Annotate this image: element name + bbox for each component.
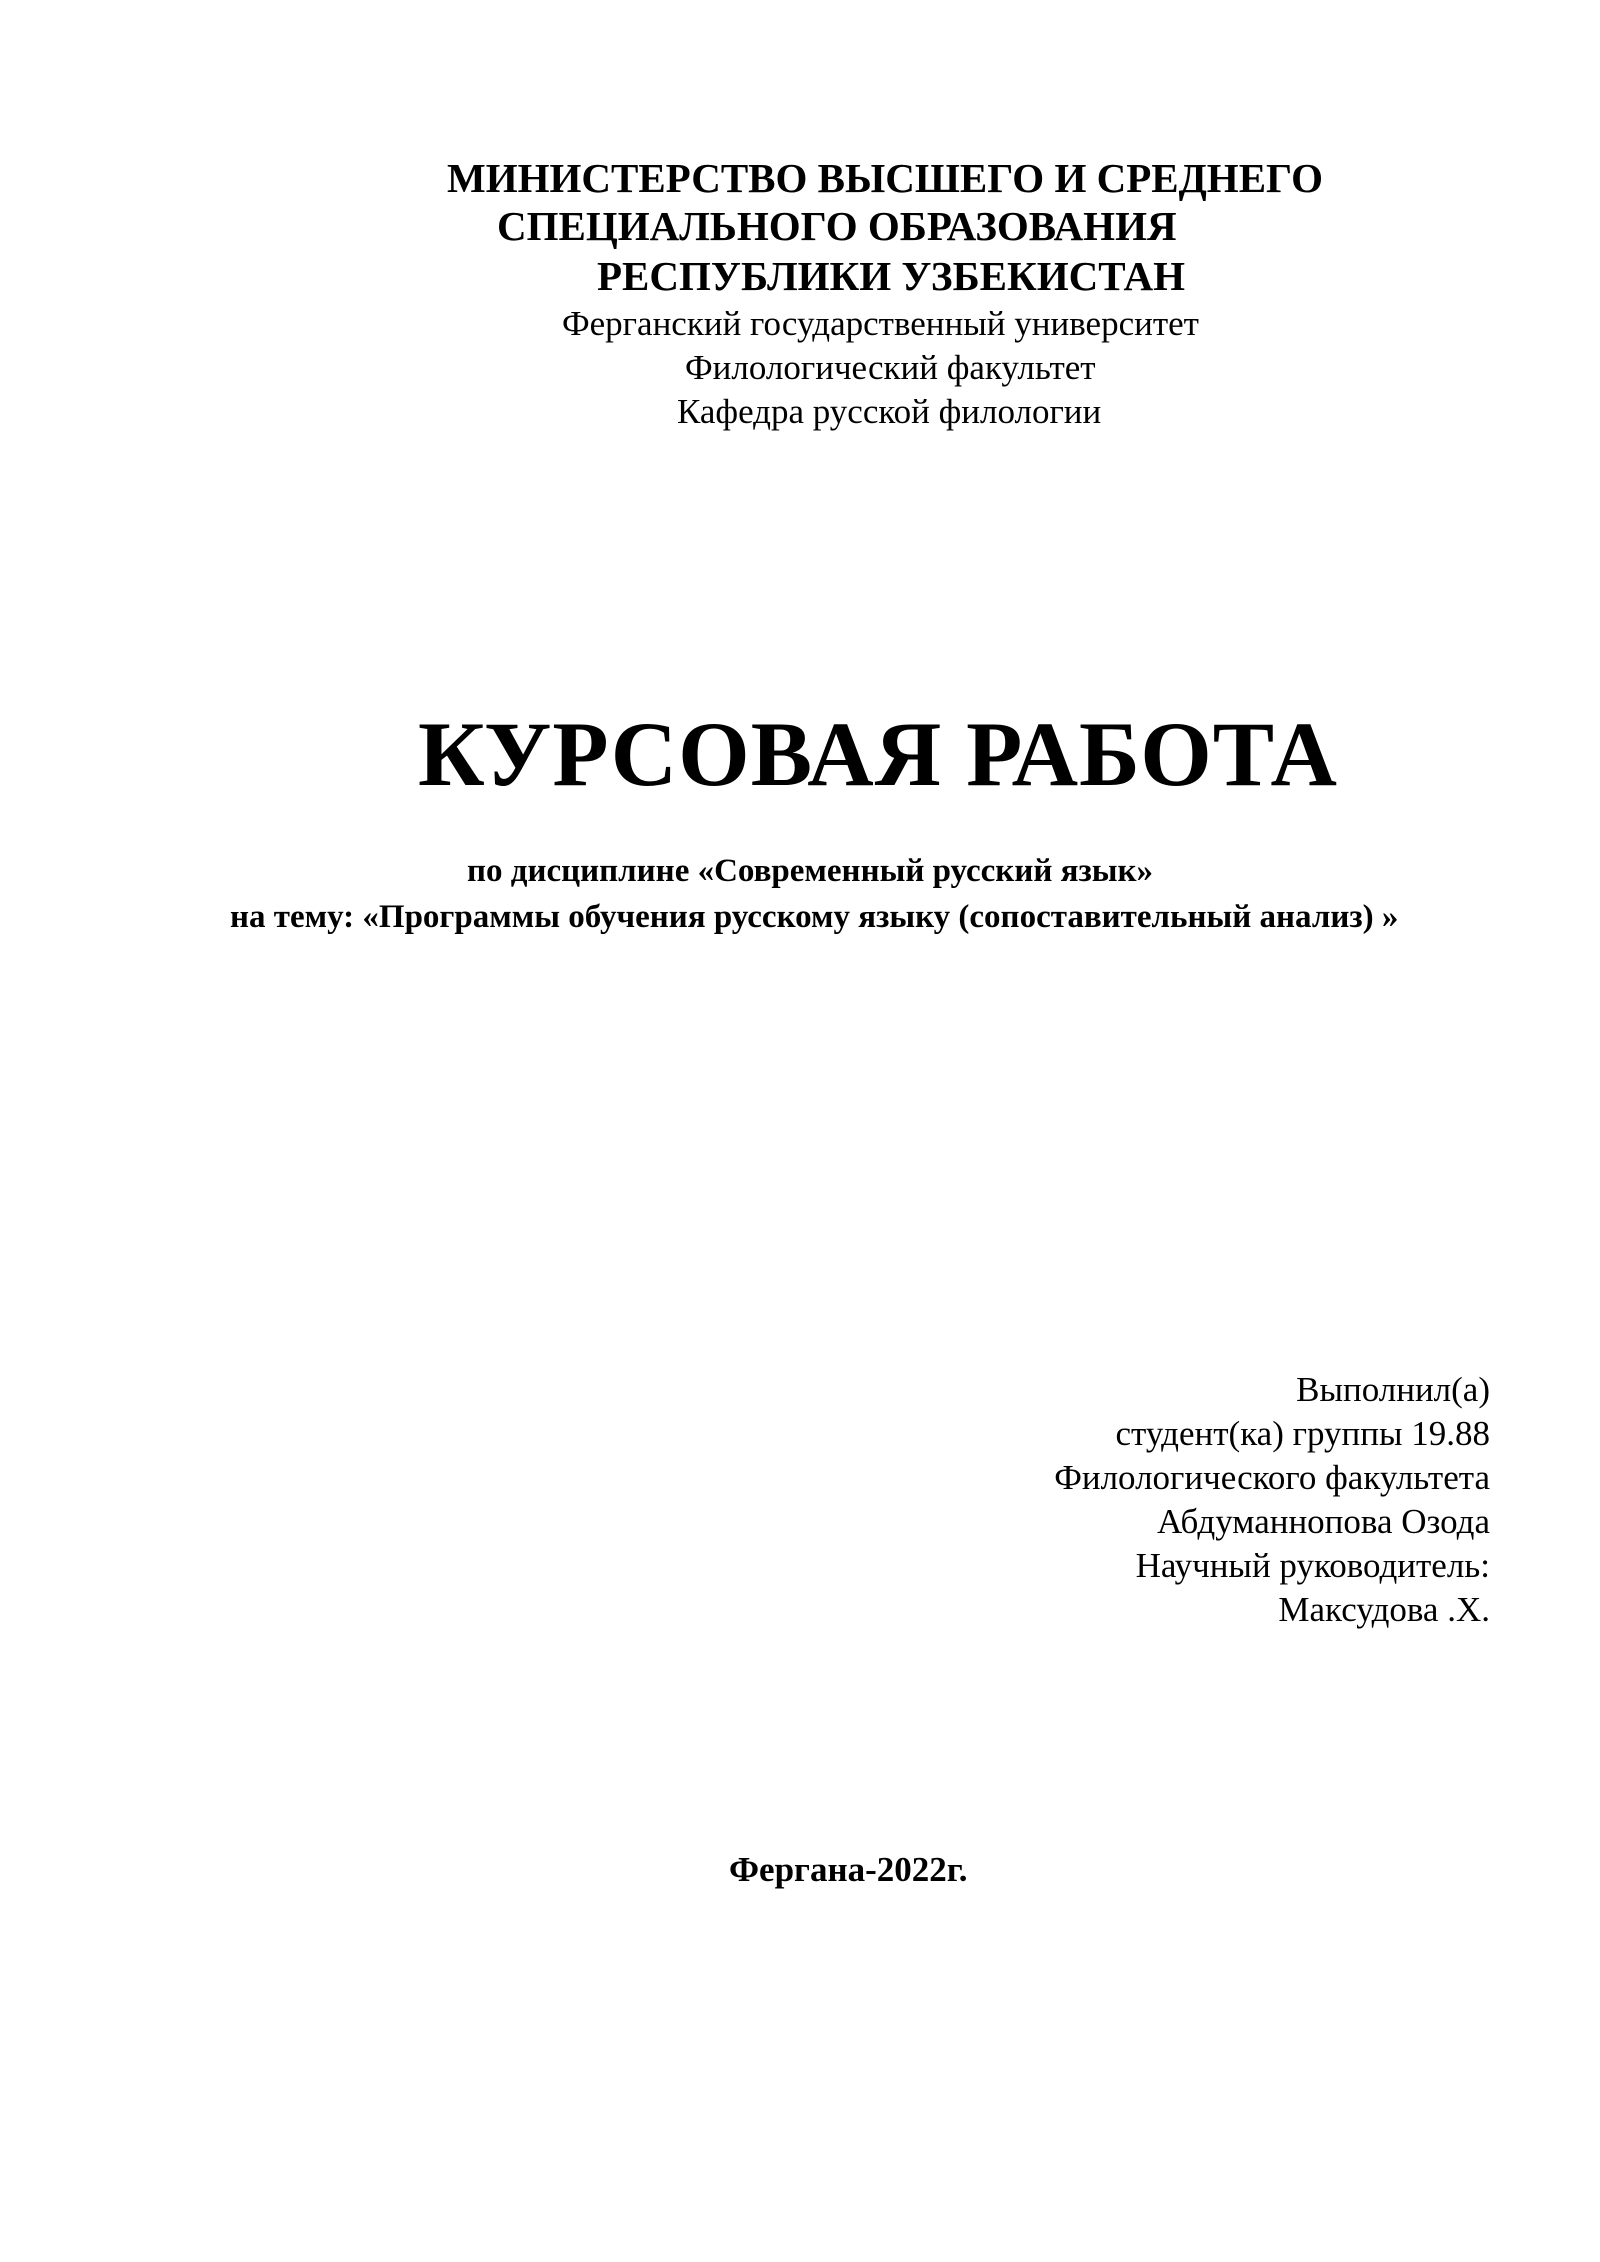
author-block: [1054, 1368, 1490, 1632]
author-line-faculty: Филологического факультета: [1054, 1458, 1490, 1497]
ministry-line-1: МИНИСТЕРСТВО ВЫСШЕГО И СРЕДНЕГО: [447, 155, 1323, 201]
page-title: КУРСОВАЯ РАБОТА: [418, 703, 1338, 805]
author-line-name: Абдуманнопова Озода: [1157, 1502, 1490, 1541]
department-name: Кафедра русской филологии: [677, 392, 1102, 431]
author-line-performed: Выполнил(а): [1296, 1370, 1490, 1409]
author-line-group: студент(ка) группы 19.88: [1115, 1414, 1490, 1453]
city-year: Фергана-2022г.: [729, 1850, 968, 1889]
author-line-supervisor-label: Научный руководитель:: [1135, 1546, 1490, 1585]
ministry-line-2: СПЕЦИАЛЬНОГО ОБРАЗОВАНИЯ: [497, 203, 1177, 249]
ministry-line-3: РЕСПУБЛИКИ УЗБЕКИСТАН: [597, 253, 1186, 299]
subject-line: по дисциплине «Современный русский язык»: [467, 853, 1153, 889]
faculty-name: Филологический факультет: [685, 348, 1096, 387]
author-line-supervisor-name: Максудова .Х.: [1278, 1590, 1490, 1629]
topic-text: на тему: «Программы обучения русскому языку (сопоставительный анализ) »: [230, 899, 1399, 935]
university-name: Ферганский государственный университет: [562, 304, 1199, 343]
